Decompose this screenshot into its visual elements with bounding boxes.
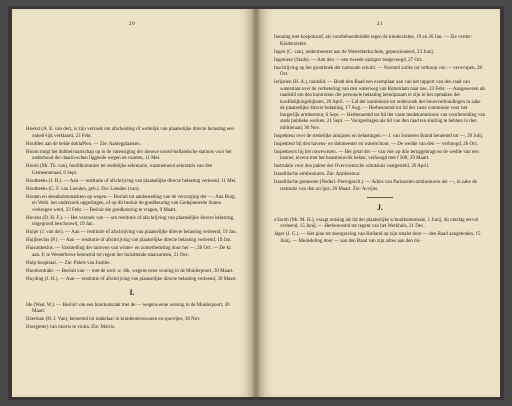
left-page (12, 9, 252, 397)
index-entry: Huurkontrakt. — Besluit van — met de wed. w. dik, wegens eene woning in de Muiderpoort, 30 Maart. (26, 268, 234, 274)
book-spread (8, 6, 504, 400)
right-page (260, 9, 500, 397)
section-letter: I. (129, 288, 135, 297)
index-entry: Instruktie voor den pakter der Overvcemsche schutsluis vastgesteld, 20 April. (274, 164, 430, 169)
book-gutter (252, 9, 260, 397)
index-entry: Hovens (D. H. F.). — Het verzoek van — om restitutie of afschrijving van plaatselijke directe belasting, ongegrond beschouwd, 19 Jan. (26, 215, 235, 227)
index-column (274, 35, 486, 247)
page-number: 20 (128, 21, 136, 27)
index-entry: Ingen (C. van), ondermeester aan de Westerkerkschule, gepensioneerd, 23 Junij. (274, 49, 435, 55)
index-entry: Ingenieur (Stads). — Aan den — een tweede opzigter toegevoegd, 27 Oct. (274, 57, 423, 63)
index-entry: Hulp-hospitaal. — Zie: Paleis van Justitie. (26, 260, 111, 266)
index-entry: Huijer (J. van der). — Aan — restitutie of afschrijving van plaatselijke directe belasting verleend, 19 Jan. (26, 230, 237, 235)
index-entry: o'Jacob (Mr. M. H.), vraagt ontslag als lid der plaatselijke schoolkommissie, 1 Junij, dit ontslag eervol verleend, 15 Junij. — Herbenoemd tot regent van het Werkhuis, 21 Dec. (274, 217, 479, 229)
index-entry: Ide (Wed. W.). — Besluit van een huurkontrakt met de — wegens eene woning in de Muiderpoort, 30 Maart. (26, 302, 230, 314)
index-entry: IJsergieter) van morris te violta. Zie: Morris. (26, 325, 116, 330)
index-entry: Huyding (J. H.). — Aan — restitutie of afschrijving van plaatselijke directe belasting verleend, 30 Maart. (26, 276, 237, 282)
index-entry: Jager (J. G.). — Het plan tot doorgraving van Holland op zijn smalst door — den Raad aangeboden, 15 Junij. — Mededeling door — aan den Raad van zijn adres aan den mi- (274, 232, 481, 244)
index-entry: Ierijsnen (H. A.), raadslid. — Biedt den Raad een exemplaar aan van het rapport van den raad van waterstaat over de verbetering van den waterweg van Rotterdam naar zee, 23 Febr. — Aangewezen als raadslid om den kontroleur der personele belasting behulpzaam te zijn in het opmaken der hoofdelijkingsbijlsten, 20 April. — Lid der kommissie tot onderzoek der bouwverhoudingen in zake de plaatselijke directe belasting, 17 Aug. — Herbenoemd tot lid der vaste commissie voor het burgerlijk armbestuur, 6 Sept. — Herbenoemd tot lid der vaste medekommissie van voorbereiding van stads publieke werken, 21 Sept. — Voorgedragen als lid van den raad ten sluiting te hebben in den militieraad, 30 Nov. (274, 80, 486, 131)
index-entry: Inschrijving op het grootboek der nationale schuld. — Voorstel zolles tot verkoop van — verworpen, 28 Oct. (274, 65, 482, 77)
index-entry: Hoorn (Mr. Th. van), hoofdkommies ter stedelijke sekretarie, waarnemend sekretaris van den Gemeenteraad, 6 Sept. (26, 164, 213, 176)
index-entry: Israelitische armbesturen. Zie: Armbestuur. (274, 172, 361, 177)
index-entry: Huisuitteklus. — Vaststelling der tarieven van winter- en zomerbedeling door het —, 28 Oct. — De kr. aan. F. te Westerbowe benoemd tot regent der huisittende staatsarmen, 21 Dec. (26, 246, 232, 258)
index-entry: Hoofden aan de beide doklaPlen. — Zie: Aanlegplaatsen. (26, 141, 141, 147)
index-entry: Israelitische gemeente (Nederl.-Portugesch.). — Adres van Parnassim-armbesturen der —, in zake de restitutie van den accijns, 26 Maart. Zie: Accijns. (274, 180, 477, 192)
index-entry: IJzerman (H. J. Van), benoemd tot makelaar in kruideniersswaren en spoorijes, 30 Nov. (26, 317, 201, 322)
index-entry: Inspekteur bij den havens- en dokmeester en waterschout. — De wedde van den — verhoogd, 26 Oct. (274, 141, 478, 147)
section-letter: J. (377, 203, 383, 212)
section-divider (367, 197, 393, 198)
index-entry: Inspekteurs bij het ouwewezen. — Het getal der — van vier op drie teruggebragt en de wedde van een banner, tevens met het baasmouvolk belast, verhoogd met f 200, 29 Maart. (274, 149, 479, 161)
index-entry: Houtbeeks (C. F. van Lienden, geb.). Zie: Lienden (van). (26, 186, 140, 192)
index-column (26, 127, 238, 333)
index-entry: Houten en steenkolenmarkten op wegen.— Besluit tot aanbesteding van de verzorging der —. Aan Burg. en Weth. het onderzoek opgedragen, of op dit besluit de goedkeuring van Gedeputeerde Staten verkregen werd, 23 Febr. — Besluit die goedkeuring te vragen, 9 Maart. (26, 194, 236, 213)
index-entry: Hoekst (A. E. van der), is zijn verzoek om afscheiding of wettelijk van plaatselijke directe belasting een onheil-lijk verklaard, 23 Febr. (26, 127, 234, 139)
index-entry: Inenting met koepokstof, als voorbehoedmiddel tegen de kinderziekte, 19 en 26 Jan. — Zie verder: Kinderziekte. (274, 35, 473, 47)
index-entry: Houtbeeks (J. H.). — Aan — restitutie of afschrijving van plaatselijke directe belasting verleend, 11 Mei. (26, 178, 237, 184)
index-entry: Huijbrechts (P.). — Aan — restitutie of afschrijving van plaatselijke directe belasting verleend, 19 Jan. (26, 238, 232, 243)
page-number: 21 (376, 21, 384, 27)
index-entry: Inspekteur over de stedelijke amijasen en belastingen.— J. van Someren Brand benoemd tot —, 20 Julij. (274, 133, 484, 139)
index-entry: Hoorn mogt het dobbelvaartschap op in de vatensiging der nieuwe noord-hollandsche stations voor het onderhoud der daarin-schen liggende wegen en vaarten, 11 Mei. (26, 149, 232, 161)
